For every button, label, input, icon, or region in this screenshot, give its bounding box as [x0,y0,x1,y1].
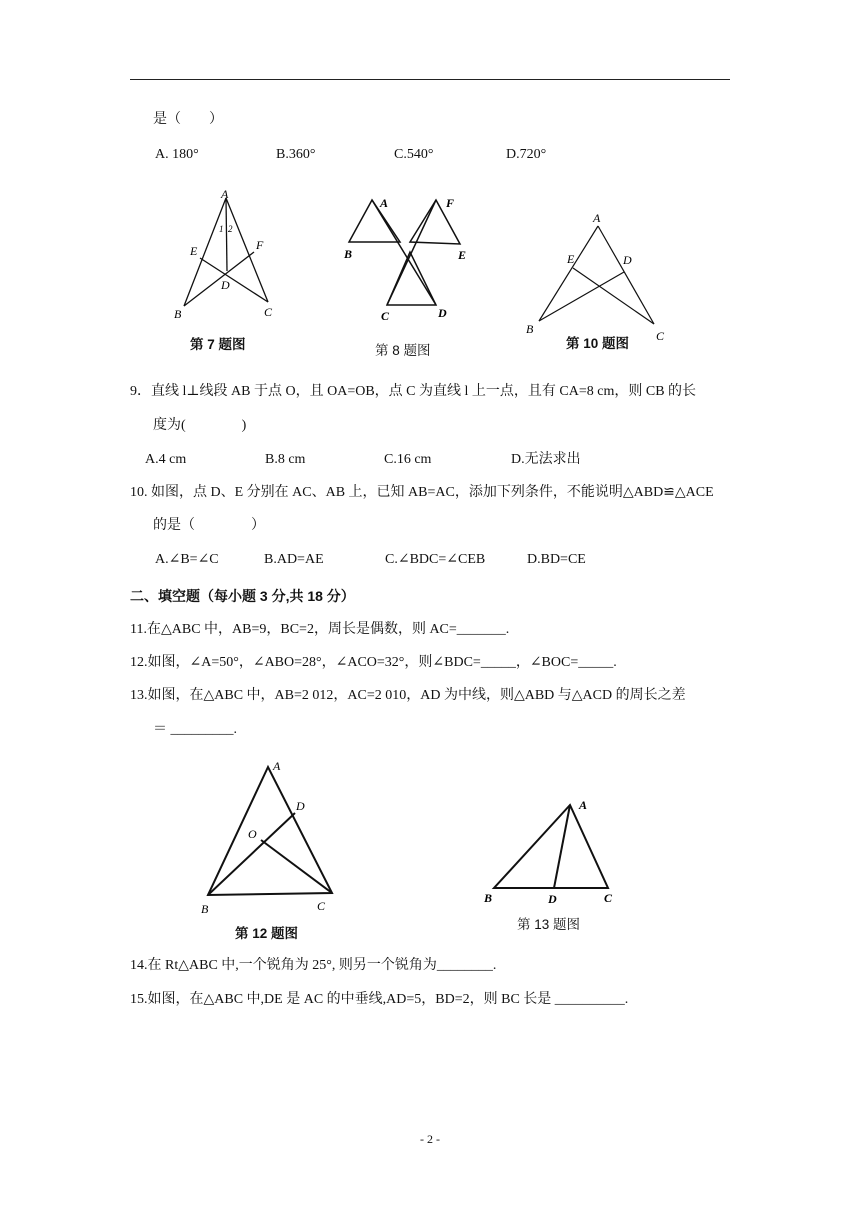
q10-line2: 的是（ ） [153,518,265,533]
fig10-label-e: E [567,252,575,266]
q11: 11.在△ABC 中，AB=9，BC=2，周长是偶数，则 AC=_______. [130,622,510,637]
q12: 12.如图，∠A=50°，∠ABO=28°，∠ACO=32°，则∠BDC=_____，∠BOC=_____. [130,655,617,670]
figure-10 [520,206,670,341]
q8-stem-tail: 是（ ） [153,112,223,127]
fig10-label-a: A [593,211,601,225]
fig7-label-f: F [256,238,264,252]
fig10-caption: 第 10 题图 [566,336,630,351]
q9-option-b: B.8 cm [265,452,306,467]
q9-option-d: D.无法求出 [511,452,581,467]
q9-option-a: A.4 cm [145,452,187,467]
q15: 15.如图，在△ABC 中,DE 是 AC 的中垂线,AD=5，BD=2，则 BC 长是 __________. [130,992,629,1007]
fig8-label-c: C [381,309,390,323]
q10-line1: 10. 如图，点 D、E 分别在 AC、AB 上，已知 AB=AC，添加下列条件，不能说明△ABD≌△ACE [130,485,714,500]
fig7-label-2: 2 [228,224,233,234]
section-2-heading: 二、填空题（每小题 3 分,共 18 分） [130,588,355,604]
fig13-label-b: B [484,891,493,905]
fig8-caption: 第 8 题图 [375,343,431,358]
figure-12 [195,755,345,920]
fig12-label-b: B [201,902,209,916]
q9-line1: 9．直线 l⊥线段 AB 于点 O，且 OA=OB，点 C 为直线 l 上一点，且有 CA=8 cm，则 CB 的长 [130,384,697,399]
fig7-label-a: A [221,187,229,201]
fig7-label-e: E [190,244,198,258]
q10-option-b: B.AD=AE [264,552,324,567]
fig8-label-b: B [344,247,353,261]
figure-7 [170,188,290,328]
q9-option-c: C.16 cm [384,452,432,467]
fig10-label-d: D [623,253,632,267]
figure-8 [340,190,470,330]
fig12-label-c: C [317,899,326,913]
fig10-label-c: C [656,329,665,343]
q13-line2: ＝ _________. [153,722,237,737]
fig12-label-o: O [248,827,257,841]
fig7-label-1: 1 [219,224,224,234]
fig12-caption: 第 12 题图 [235,926,299,941]
q8-option-d: D.720° [506,147,547,162]
q9-line2: 度为( ) [153,418,247,433]
page-number: - 2 - [420,1132,440,1146]
header-rule [130,79,730,80]
fig7-label-d: D [221,278,230,292]
fig7-label-c: C [264,305,273,319]
q10-option-a: A.∠B=∠C [155,552,219,567]
fig12-label-d: D [296,799,305,813]
q14: 14.在 Rt△ABC 中,一个锐角为 25°, 则另一个锐角为________. [130,958,497,973]
fig7-caption: 第 7 题图 [190,337,246,352]
fig8-label-e: E [458,248,467,262]
fig8-label-d: D [438,306,447,320]
q8-option-c: C.540° [394,147,434,162]
fig13-caption: 第 13 题图 [517,917,581,932]
fig10-label-b: B [526,322,534,336]
fig7-label-b: B [174,307,182,321]
q8-option-a: A. 180° [155,147,199,162]
fig8-label-f: F [446,196,455,210]
q10-option-c: C.∠BDC=∠CEB [385,552,486,567]
fig8-label-a: A [380,196,389,210]
q13-line1: 13.如图，在△ABC 中，AB=2 012，AC=2 010，AD 为中线，则△ABD 与△ACD 的周长之差 [130,688,686,703]
q8-option-b: B.360° [276,147,316,162]
fig13-label-a: A [579,798,588,812]
q10-option-d: D.BD=CE [527,552,586,567]
figure-13 [480,795,630,910]
fig13-label-c: C [604,891,613,905]
fig13-label-d: D [548,892,557,906]
fig12-label-a: A [273,759,281,773]
